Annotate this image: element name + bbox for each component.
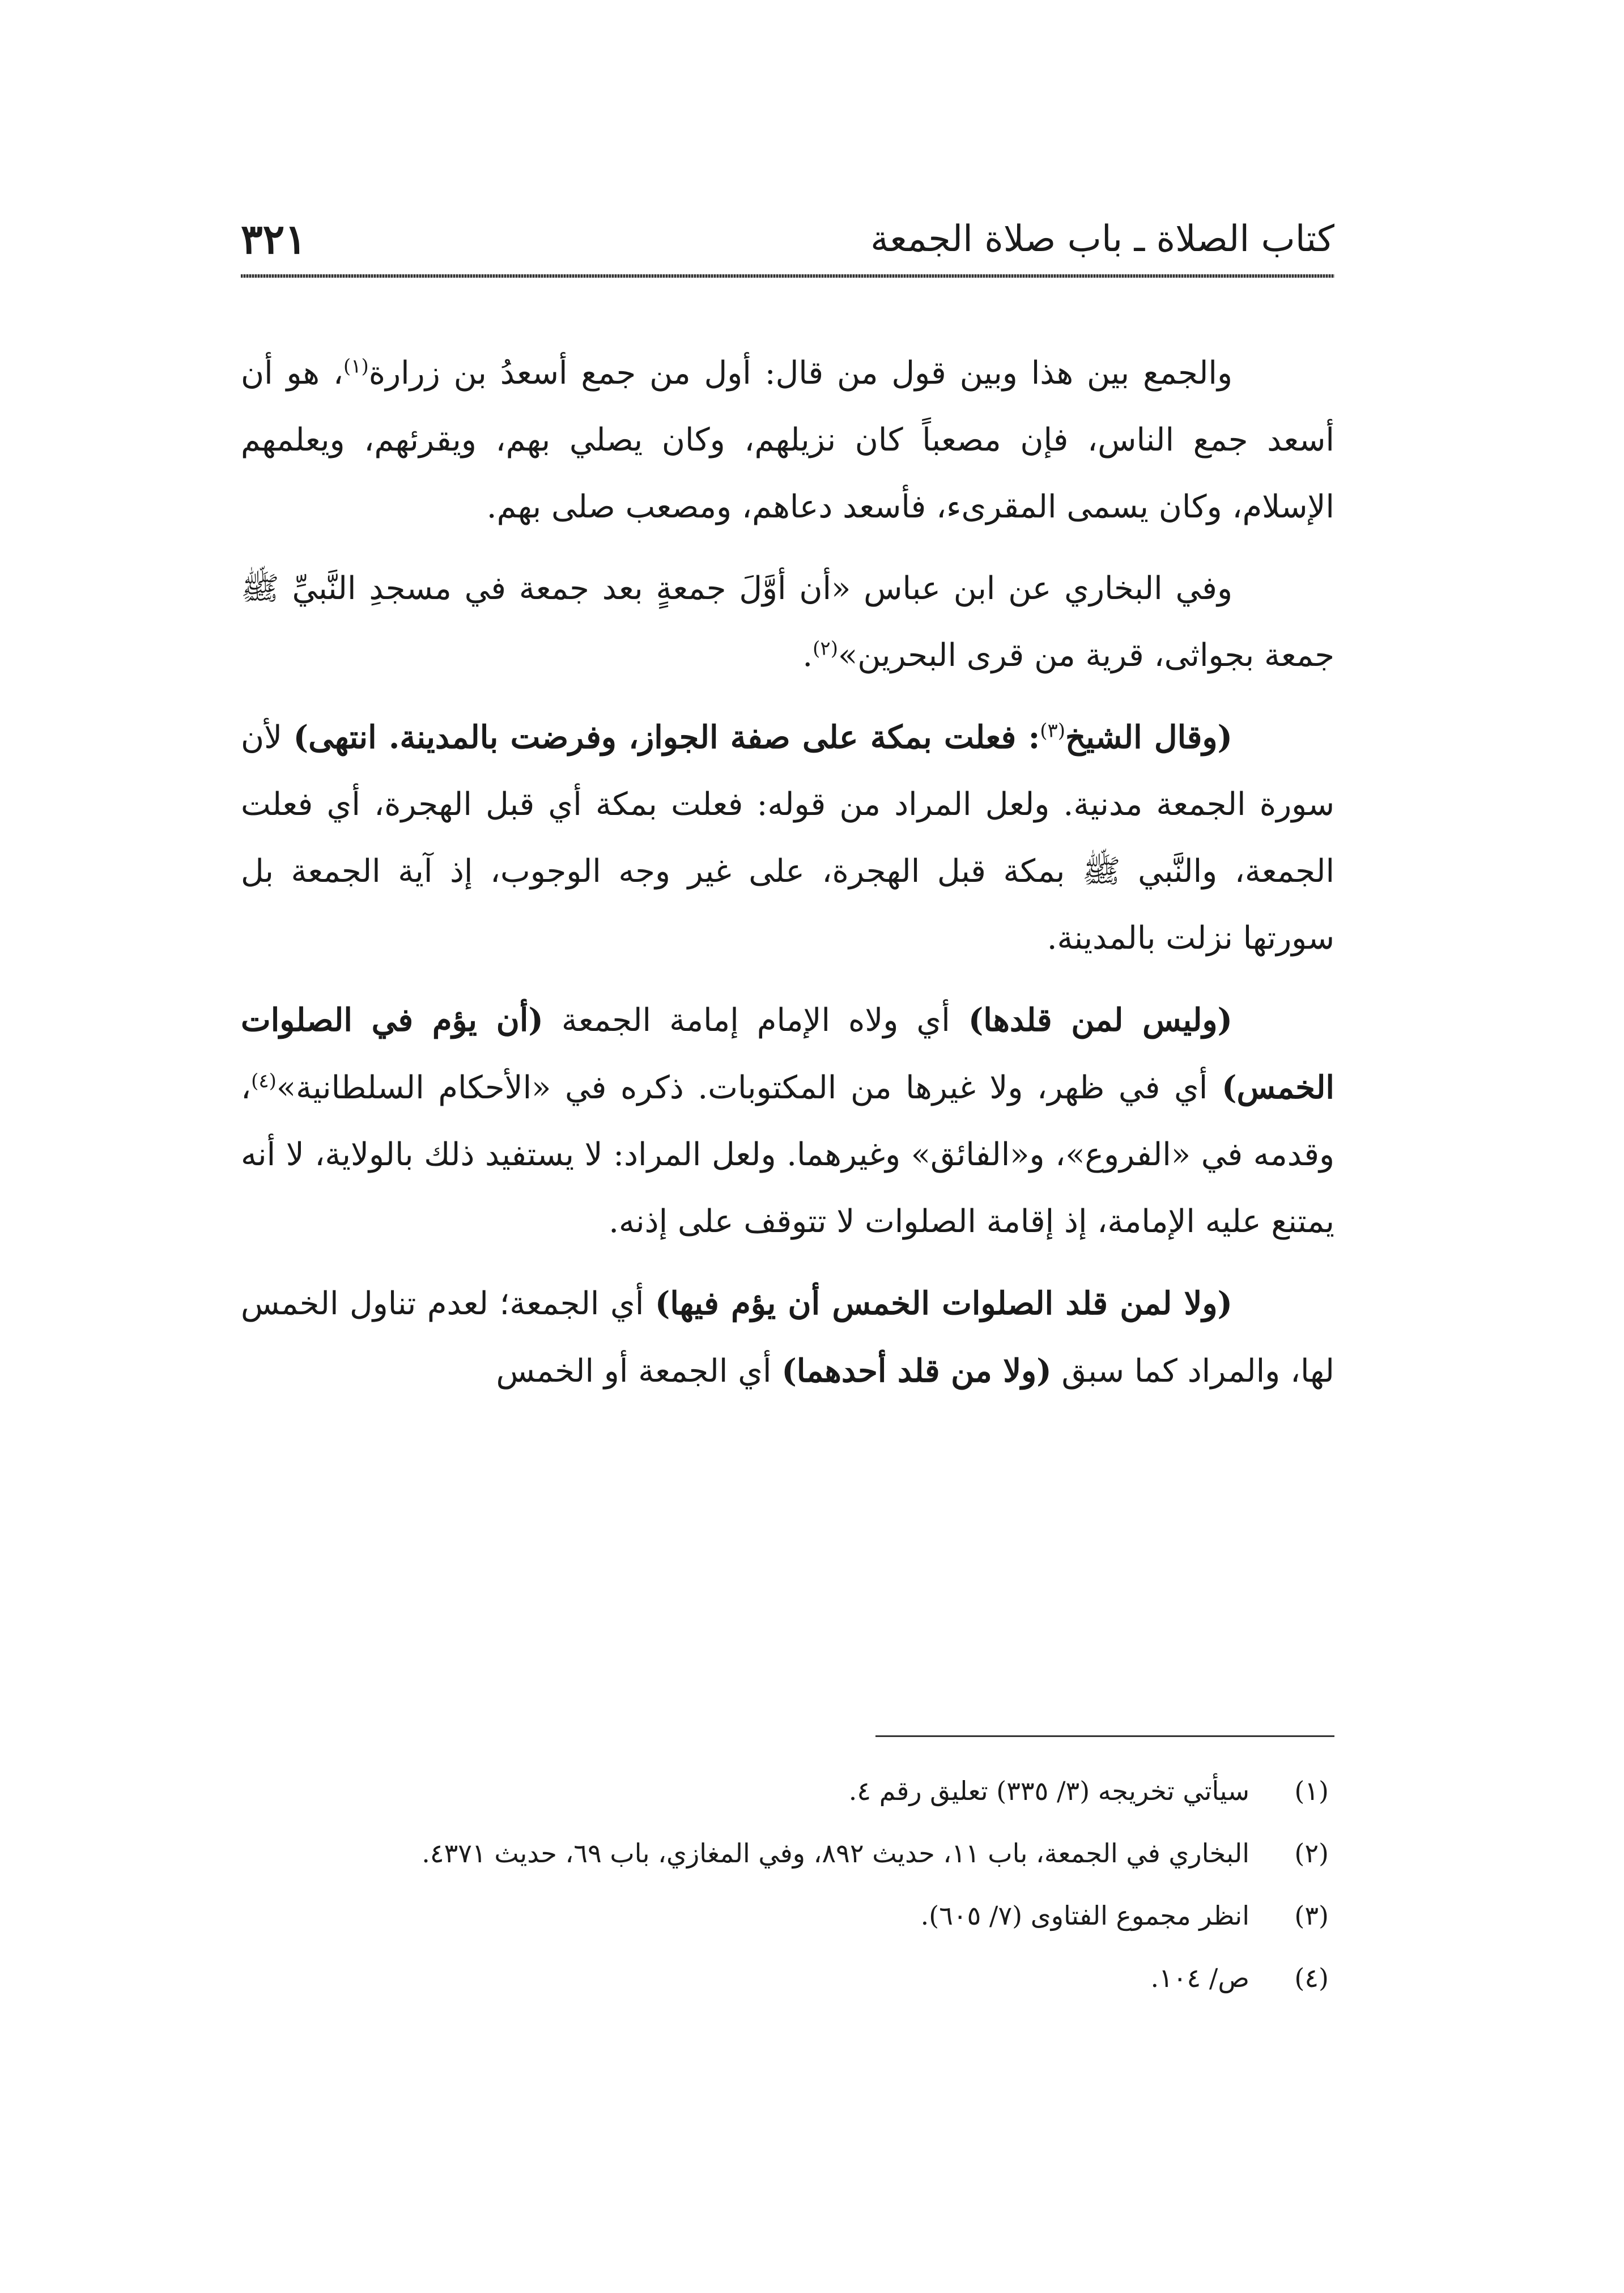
footnote-number: (٢) <box>1294 1838 1329 1869</box>
paragraph-5-text-b: أي الجمعة أو الخمس <box>496 1353 782 1390</box>
paragraph-1-text-b: ، هو أن أسعد جمع الناس، فإن مصعباً كان نزيلهم، وكان يصلي بهم، ويقرئهم، ويعلمهم الإسلام، وكان يسمى المقرىء، فأسعد دعاهم، ومصعب صلى بهم. <box>241 355 1334 525</box>
footnotes <box>241 1765 1334 2015</box>
footnote-number: (١) <box>1294 1776 1329 1806</box>
paragraph-3-bold-a: (وقال الشيخ <box>1065 719 1232 756</box>
footnote-ref-2: (٢) <box>813 637 838 660</box>
paragraph-4-text-a: أي ولاه الإمام إمامة الجمعة <box>543 1002 968 1039</box>
main-text <box>241 340 1334 1420</box>
chapter-title: كتاب الصلاة ـ باب صلاة الجمعة <box>870 218 1334 260</box>
paragraph-2-text-a: وفي البخاري عن ابن عباس «أن أوَّلَ جمعةٍ بعد جمعة في مسجدِ النَّبيِّ ﷺ جمعة بجواثى، قرية من قرى البحرين» <box>241 570 1334 674</box>
footnote-divider <box>875 1735 1334 1737</box>
paragraph-4-bold-a: (وليس لمن قلدها) <box>968 1001 1233 1039</box>
footnote-ref-3: (٣) <box>1040 719 1066 742</box>
paragraph-4-text-c: ، وقدمه في «الفروع»، و«الفائق» وغيرهما. ولعل المراد: لا يستفيد ذلك بالولاية، لا أنه يمتنع عليه الإمامة، إذ إقامة الصلوات لا تتوقف على إذنه. <box>241 1069 1334 1240</box>
footnote-number: (٣) <box>1294 1900 1329 1931</box>
footnote-ref-4: (٤) <box>251 1069 277 1093</box>
footnote-ref-1: (١) <box>343 355 369 378</box>
footnote-1 <box>241 1765 1334 1816</box>
page-number: ٣٢١ <box>241 215 307 263</box>
paragraph-1-text-a: والجمع بين هذا وبين قول من قال: أول من جمع أسعدُ بن زرارة <box>368 355 1232 392</box>
paragraph-5-bold-a: (ولا لمن قلد الصلوات الخمس أن يؤم فيها) <box>654 1285 1232 1322</box>
footnote-2 <box>241 1828 1334 1879</box>
paragraph-5 <box>241 1270 1334 1405</box>
header-divider <box>241 274 1334 278</box>
footnote-text: البخاري في الجمعة، باب ١١، حديث ٨٩٢، وفي المغازي، باب ٦٩، حديث ٤٣٧١. <box>422 1838 1249 1869</box>
paragraph-3 <box>241 704 1334 972</box>
paragraph-3-bold-b: : فعلت بمكة على صفة الجواز، وفرضت بالمدينة. انتهى) <box>293 719 1040 756</box>
paragraph-2-text-b: . <box>802 637 813 674</box>
footnote-text: سيأتي تخريجه (٣/ ٣٣٥) تعليق رقم ٤. <box>848 1776 1249 1806</box>
footnote-text: ص/ ١٠٤. <box>1150 1963 1249 1993</box>
paragraph-4 <box>241 987 1334 1255</box>
paragraph-4-bold-b: (أن يؤم في الصلوات الخمس) <box>241 1001 1334 1106</box>
paragraph-3-text: لأن سورة الجمعة مدنية. ولعل المراد من قوله: فعلت بمكة أي قبل الهجرة، أي فعلت الجمعة، والنَّبي ﷺ بمكة قبل الهجرة، على غير وجه الوجوب، إذ آية الجمعة بل سورتها نزلت بالمدينة. <box>241 719 1334 957</box>
paragraph-5-text-a: أي الجمعة؛ لعدم تناول الخمس لها، والمراد كما سبق <box>241 1285 1334 1390</box>
paragraph-2 <box>241 555 1334 689</box>
footnote-text: انظر مجموع الفتاوى (٧/ ٦٠٥). <box>920 1900 1249 1931</box>
paragraph-4-text-b: أي في ظهر، ولا غيرها من المكتوبات. ذكره في «الأحكام السلطانية» <box>276 1069 1222 1106</box>
footnote-number: (٤) <box>1294 1963 1329 1993</box>
running-header <box>241 211 1334 273</box>
paragraph-1 <box>241 340 1334 541</box>
footnote-4 <box>241 1952 1334 2003</box>
footnote-3 <box>241 1890 1334 1941</box>
paragraph-5-bold-b: (ولا من قلد أحدهما) <box>781 1352 1052 1390</box>
